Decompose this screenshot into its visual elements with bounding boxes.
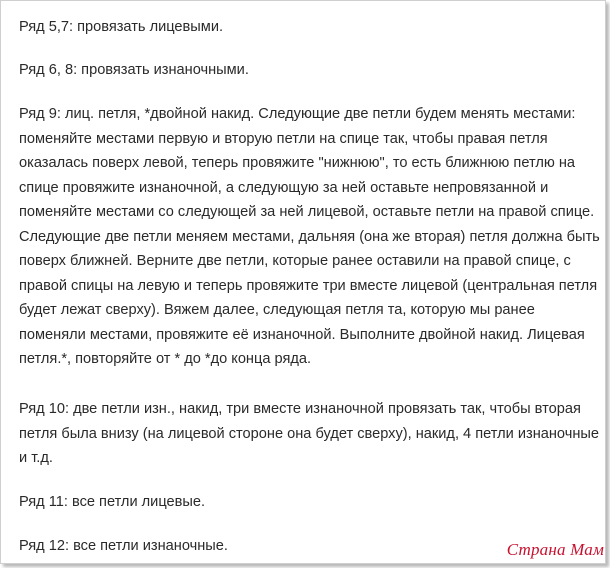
paragraph-row-9: Ряд 9: лиц. петля, *двойной накид. Следующие две петли будем менять местами: поменяйте местами первую и вторую петли на спице так, чтобы правая петля оказалась поверх левой, теперь провяжите "нижнюю", то есть ближнюю петлю на спице провяжите изнаночной, а следующую за ней оставьте непровязанной и поменяйте местами со следующей за ней лицевой, оставьте петли на правой спице. Следующие две петли меняем местами, дальняя (она же вторая) петля должна быть поверх ближней. Верните две петли, которые ранее оставили на правой спице, с правой спицы на левую и теперь провяжите три вместе лицевой (центральная петля будет лежат сверху). Вяжем далее, следующая петля та, которую мы ранее поменяли местами, провяжите её изнаночной. Выполните двойной накид. Лицевая петля.*, повторяйте от * до *до конца ряда. — [19, 106, 600, 367]
paragraph-row-10: Ряд 10: две петли изн., накид, три вместе изнаночной провязать так, чтобы вторая петля была внизу (на лицевой стороне она будет сверху), накид, 4 петли изнаночные и т.д. — [19, 401, 599, 466]
paragraph-row-11: Ряд 11: все петли лицевые. — [19, 494, 206, 510]
site-watermark: Страна Мам — [506, 540, 604, 559]
paragraph-row-12: Ряд 12: все петли изнаночные. — [19, 538, 228, 554]
paragraph-row-5-7: Ряд 5,7: провязать лицевыми. — [19, 19, 224, 35]
paragraph-row-6-8: Ряд 6, 8: провязать изнаночными. — [19, 62, 249, 78]
